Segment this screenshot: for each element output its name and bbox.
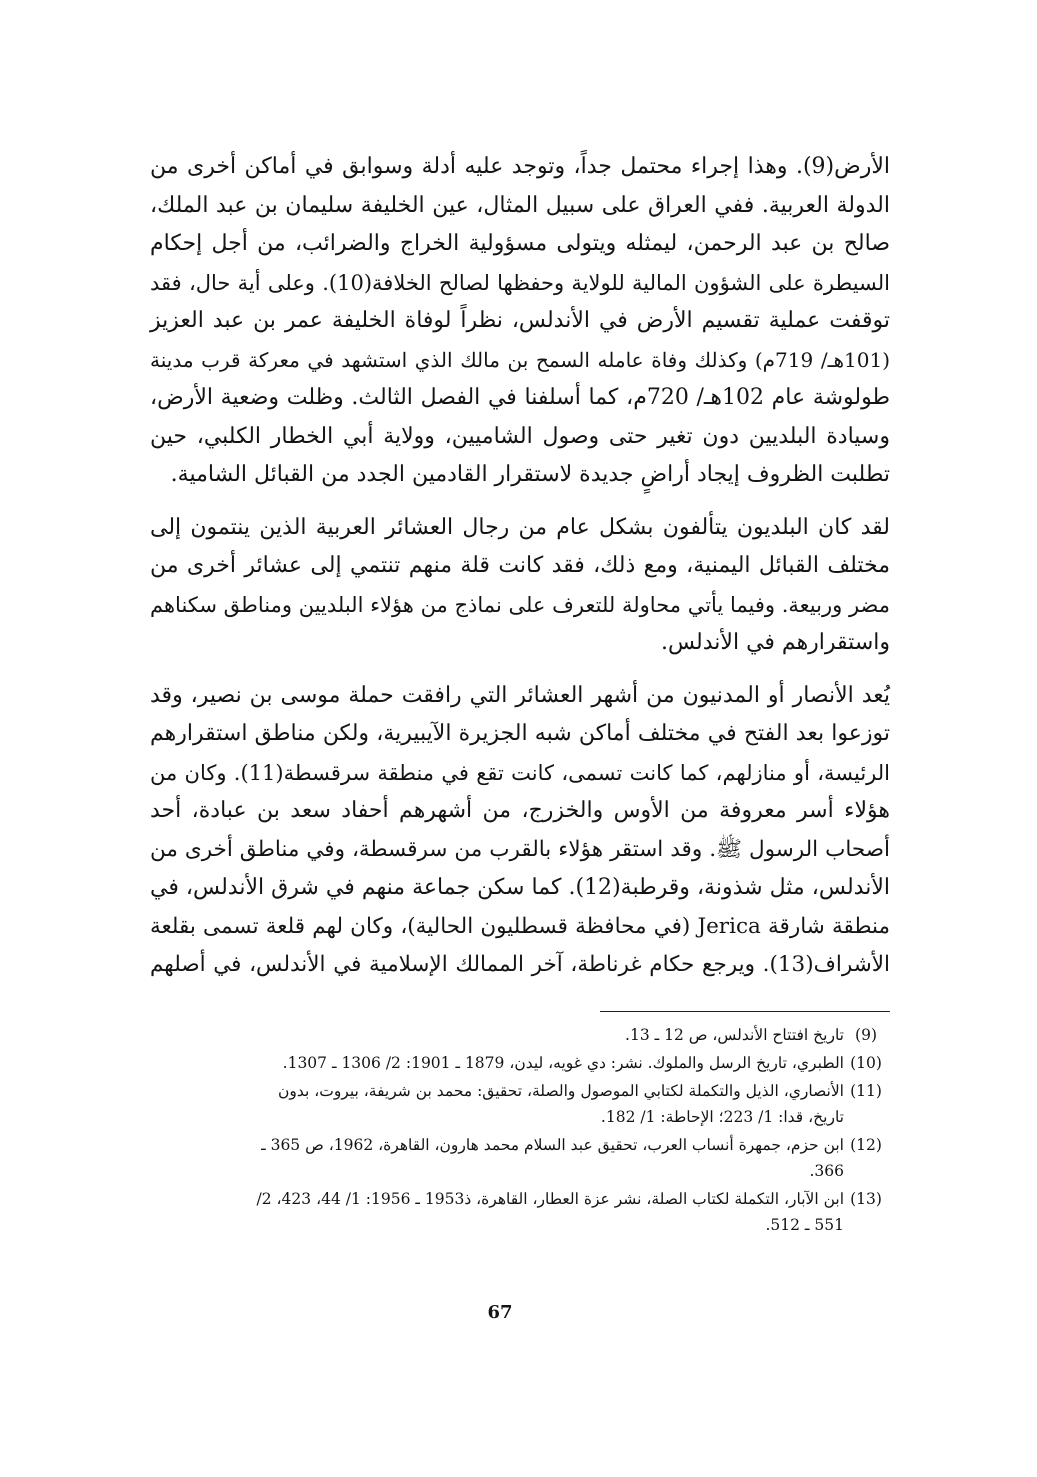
footnote-line: ابن الآبار، التكملة لكتاب الصلة، نشر عزة العطار، القاهرة، ذ1953 ـ 1956: 1/ 44، 423، 2/ — [256, 1189, 844, 1208]
footnote-text — [150, 1050, 844, 1076]
footnote-text — [150, 1132, 844, 1184]
footnote-12 — [150, 1132, 890, 1184]
footnote-line: الطبري، تاريخ الرسل والملوك. نشر: دي غويه، ليدن، 1879 ـ 1901: 2/ 1306 ـ 1307. — [282, 1053, 844, 1072]
text-line: توقفت عملية تقسيم الأرض في الأندلس، نظراً لوفاة الخليفة عمر بن عبد العزيز — [150, 308, 890, 333]
text-line: السيطرة على الشؤون المالية للولاية وحفظها لصالح الخلافة(10). وعلى أية حال، فقد — [150, 270, 891, 295]
page-number: 67 — [487, 1302, 513, 1323]
footnotes — [150, 1022, 890, 1238]
text-line: مضر وربيعة. وفيما يأتي محاولة للتعرف على نماذج من هؤلاء البلديين ومناطق سكناهم — [150, 592, 890, 617]
text-line: توزعوا بعد الفتح في مختلف أماكن شبه الجزيرة الآيبيرية، ولكن مناطق استقرارهم — [150, 721, 890, 746]
paragraph-2 — [150, 509, 890, 663]
footnote-text — [150, 1078, 844, 1130]
footnote-text — [150, 1022, 844, 1048]
footnote-line: 551 ـ 512. — [765, 1215, 844, 1234]
footnote-number: (9) — [855, 1025, 877, 1044]
text-line: واستقرارهم في الأندلس. — [661, 630, 890, 655]
footnote-line: تاريخ افتتاح الأندلس، ص 12 ـ 13. — [625, 1025, 844, 1044]
footnote-11 — [150, 1078, 890, 1130]
footnote-number: (10) — [850, 1053, 882, 1072]
text-line: يُعد الأنصار أو المدنيون من أشهر العشائر التي رافقت حملة موسى بن نصير، وقد — [150, 682, 890, 708]
text-line: الأندلس، مثل شذونة، وقرطبة(12). كما سكن جماعة منهم في شرق الأندلس، في — [150, 875, 890, 900]
paragraph-3 — [150, 677, 890, 985]
footnote-text — [150, 1186, 844, 1238]
text-line: الدولة العربية. ففي العراق على سبيل المثال، عين الخليفة سليمان بن عبد الملك، — [150, 192, 890, 218]
text-line: الأشراف(13). ويرجع حكام غرناطة، آخر الممالك الإسلامية في الأندلس، في أصلهم — [150, 952, 890, 977]
footnote-number: (11) — [850, 1081, 882, 1100]
text-line: أصحاب الرسول ﷺ. وقد استقر هؤلاء بالقرب من سرقسطة، وفي مناطق أخرى من — [150, 836, 890, 862]
text-line: الأرض(9). وهذا إجراء محتمل جداً، وتوجد عليه أدلة وسوابق في أماكن أخرى من — [150, 154, 890, 179]
footnote-9 — [150, 1022, 890, 1048]
footnote-line: تاريخ، قدا: 1/ 223؛ الإحاطة: 1/ 182. — [600, 1107, 844, 1126]
footnote-number: (12) — [850, 1135, 882, 1154]
footnote-line: ابن حزم، جمهرة أنساب العرب، تحقيق عبد السلام محمد هارون، القاهرة، 1962، ص 365 ـ — [261, 1135, 844, 1154]
text-line: مختلف القبائل اليمنية، ومع ذلك، فقد كانت قلة منهم تنتمي إلى عشائر أخرى من — [150, 553, 890, 578]
footnote-line: 366. — [809, 1161, 844, 1180]
footnote-10 — [150, 1050, 890, 1076]
text-line: (101هـ/ 719م) وكذلك وفاة عامله السمح بن مالك الذي استشهد في معركة قرب مدينة — [150, 347, 890, 372]
paragraph-gap — [150, 663, 890, 677]
footnote-spacer — [150, 985, 890, 1011]
footnote-13 — [150, 1186, 890, 1238]
paragraph-1 — [150, 148, 890, 495]
text-line: طولوشة عام 102هـ/ 720م، كما أسلفنا في الفصل الثالث. وظلت وضعية الأرض، — [150, 385, 890, 410]
text-line: لقد كان البلديون يتألفون بشكل عام من رجال العشائر العربية الذين ينتمون إلى — [150, 514, 890, 540]
footnote-line: الأنصاري، الذيل والتكملة لكتابي الموصول والصلة، تحقيق: محمد بن شريفة، بيروت، بدون — [277, 1081, 844, 1100]
text-line: صالح بن عبد الرحمن، ليمثله ويتولى مسؤولية الخراج والضرائب، من أجل إحكام — [150, 231, 890, 256]
text-line: الرئيسة، أو منازلهم، كما كانت تسمى، كانت تقع في منطقة سرقسطة(11). وكان من — [150, 760, 890, 785]
text-line: تطلبت الظروف إيجاد أراضٍ جديدة لاستقرار القادمين الجدد من القبائل الشامية. — [170, 462, 890, 487]
text-line: منطقة شارقة Jerica (في محافظة قسطليون الحالية)، وكان لهم قلعة تسمى بقلعة — [150, 913, 890, 939]
text-line: هؤلاء أسر معروفة من الأوس والخزرج، من أشهرهم أحفاد سعد بن عبادة، أحد — [150, 798, 890, 823]
footnote-number: (13) — [850, 1189, 882, 1208]
footnote-divider — [600, 1011, 890, 1012]
paragraph-gap — [150, 495, 890, 509]
text-line: وسيادة البلديين دون تغير حتى وصول الشاميين، وولاية أبي الخطار الكلبي، حين — [150, 423, 890, 449]
page-body — [150, 148, 890, 1240]
